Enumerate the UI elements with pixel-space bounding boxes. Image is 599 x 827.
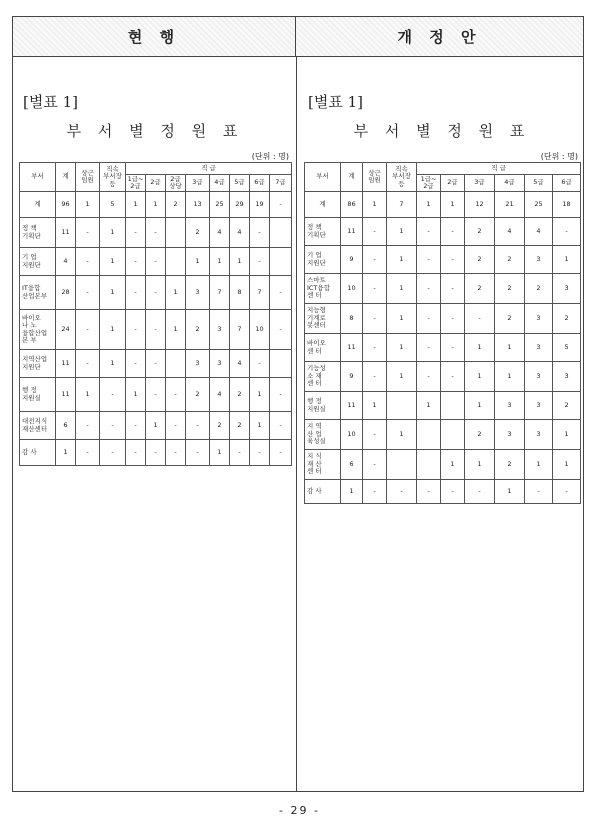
col-header-total: 계: [56, 163, 76, 192]
value-cell: 10: [341, 420, 363, 450]
value-cell: 1: [146, 412, 166, 440]
value-cell: 3: [525, 246, 553, 274]
value-cell: 3: [525, 304, 553, 334]
col-header-total: 계: [341, 163, 363, 192]
value-cell: 1: [553, 450, 581, 480]
col-header-grade: 6급: [553, 175, 581, 192]
value-cell: -: [441, 304, 465, 334]
value-cell: -: [250, 440, 270, 466]
value-cell: 1: [100, 350, 126, 378]
value-cell: -: [166, 412, 186, 440]
dept-name-cell: 대전지식 재산센터: [20, 412, 56, 440]
value-cell: 1: [387, 246, 417, 274]
staffing-table-proposed: [304, 162, 581, 504]
table-row: [20, 310, 292, 350]
value-cell: -: [270, 310, 292, 350]
dept-name-cell: 스마트 ICT융합 센 터: [305, 274, 341, 304]
dept-name-cell: 지역산업 지원단: [20, 350, 56, 378]
value-cell: 4: [230, 218, 250, 248]
value-cell: 2: [210, 412, 230, 440]
value-cell: -: [417, 334, 441, 362]
dept-name-cell: 지 역 산 업 육성실: [305, 420, 341, 450]
value-cell: 1: [387, 304, 417, 334]
value-cell: 11: [341, 218, 363, 246]
col-header-grade: 6급: [250, 175, 270, 192]
value-cell: 3: [525, 334, 553, 362]
value-cell: 1: [387, 420, 417, 450]
table-title: 부 서 별 정 원 표: [353, 122, 531, 140]
value-cell: 1: [146, 192, 166, 218]
value-cell: 8: [341, 304, 363, 334]
value-cell: 11: [341, 334, 363, 362]
table-row: [305, 450, 581, 480]
value-cell: -: [270, 440, 292, 466]
value-cell: 1: [465, 450, 495, 480]
value-cell: 1: [465, 334, 495, 362]
value-cell: 6: [341, 450, 363, 480]
value-cell: -: [363, 450, 387, 480]
value-cell: -: [100, 440, 126, 466]
table-row: [305, 334, 581, 362]
value-cell: 25: [525, 192, 553, 218]
col-header-grade: 1급~ 2급: [126, 175, 146, 192]
dept-name-cell: 바이오 나 노 융합산업 본 부: [20, 310, 56, 350]
value-cell: 9: [341, 362, 363, 392]
value-cell: [387, 392, 417, 420]
value-cell: 12: [465, 192, 495, 218]
value-cell: 10: [341, 274, 363, 304]
value-cell: 2: [465, 420, 495, 450]
table-row: [20, 350, 292, 378]
value-cell: 1: [230, 248, 250, 276]
value-cell: -: [441, 334, 465, 362]
value-cell: 3: [525, 420, 553, 450]
value-cell: 1: [417, 192, 441, 218]
col-header-dept: 부서: [305, 163, 341, 192]
value-cell: -: [270, 276, 292, 310]
value-cell: 96: [56, 192, 76, 218]
value-cell: 7: [387, 192, 417, 218]
value-cell: -: [230, 440, 250, 466]
table-row: [305, 480, 581, 504]
value-cell: -: [76, 276, 100, 310]
value-cell: 21: [495, 192, 525, 218]
value-cell: [270, 218, 292, 248]
value-cell: [441, 392, 465, 420]
table-row: [20, 440, 292, 466]
dept-name-cell: 정 책 기획단: [305, 218, 341, 246]
col-header-grade-group: 직 급: [126, 163, 292, 175]
value-cell: -: [417, 218, 441, 246]
value-cell: -: [76, 412, 100, 440]
value-cell: 3: [525, 392, 553, 420]
value-cell: -: [553, 218, 581, 246]
value-cell: 10: [250, 310, 270, 350]
value-cell: -: [186, 412, 210, 440]
value-cell: 1: [250, 378, 270, 412]
value-cell: 1: [465, 362, 495, 392]
value-cell: 1: [341, 480, 363, 504]
table-row: [20, 378, 292, 412]
value-cell: 1: [100, 310, 126, 350]
value-cell: 86: [341, 192, 363, 218]
col-header-grade: 4급: [210, 175, 230, 192]
value-cell: [417, 450, 441, 480]
value-cell: -: [417, 480, 441, 504]
col-header-grade-group: 직 급: [417, 163, 581, 175]
value-cell: -: [76, 310, 100, 350]
value-cell: -: [363, 362, 387, 392]
value-cell: [417, 420, 441, 450]
dept-name-cell: 행 정 지원실: [20, 378, 56, 412]
table-row: [305, 420, 581, 450]
value-cell: -: [525, 480, 553, 504]
table-title: 부 서 별 정 원 표: [66, 122, 244, 140]
table-row: [305, 274, 581, 304]
value-cell: 6: [56, 412, 76, 440]
value-cell: -: [76, 248, 100, 276]
value-cell: [166, 218, 186, 248]
value-cell: -: [417, 304, 441, 334]
dept-name-cell: IT융합 산업본부: [20, 276, 56, 310]
table-row: [305, 246, 581, 274]
value-cell: 1: [186, 248, 210, 276]
value-cell: [166, 248, 186, 276]
value-cell: 7: [250, 276, 270, 310]
table-row: [305, 192, 581, 218]
table-row: [305, 392, 581, 420]
value-cell: -: [270, 412, 292, 440]
dept-name-cell: 기 업 지원단: [305, 246, 341, 274]
value-cell: 2: [495, 274, 525, 304]
value-cell: -: [270, 192, 292, 218]
value-cell: -: [363, 420, 387, 450]
value-cell: 1: [210, 440, 230, 466]
column-divider: [296, 57, 297, 791]
value-cell: -: [250, 218, 270, 248]
value-cell: 2: [495, 450, 525, 480]
col-header-grade: 2급: [146, 175, 166, 192]
value-cell: [166, 350, 186, 378]
value-cell: -: [126, 350, 146, 378]
value-cell: -: [76, 440, 100, 466]
value-cell: 1: [525, 450, 553, 480]
unit-note: (단위 : 명): [540, 152, 578, 161]
value-cell: 1: [76, 192, 100, 218]
value-cell: 4: [230, 350, 250, 378]
value-cell: 25: [210, 192, 230, 218]
value-cell: -: [417, 246, 441, 274]
value-cell: 9: [341, 246, 363, 274]
dept-name-cell: 계: [20, 192, 56, 218]
unit-note: (단위 : 명): [251, 152, 289, 161]
value-cell: -: [186, 440, 210, 466]
col-header-grade: 5급: [525, 175, 553, 192]
value-cell: -: [250, 350, 270, 378]
value-cell: 1: [250, 412, 270, 440]
document-frame: [12, 16, 584, 792]
value-cell: 1: [387, 218, 417, 246]
value-cell: 2: [186, 218, 210, 248]
value-cell: [387, 450, 417, 480]
panel-current: [19, 57, 291, 466]
value-cell: -: [166, 440, 186, 466]
value-cell: -: [441, 246, 465, 274]
value-cell: 4: [525, 218, 553, 246]
value-cell: 4: [210, 378, 230, 412]
panel-proposed: [304, 57, 580, 504]
annex-label: [별표 1]: [308, 93, 363, 111]
value-cell: -: [363, 480, 387, 504]
value-cell: -: [441, 362, 465, 392]
table-row: [20, 248, 292, 276]
header-proposed: 개 정 안: [296, 17, 583, 57]
value-cell: -: [363, 246, 387, 274]
value-cell: 7: [210, 276, 230, 310]
value-cell: -: [76, 218, 100, 248]
value-cell: -: [146, 310, 166, 350]
table-row: [305, 362, 581, 392]
value-cell: 29: [230, 192, 250, 218]
col-header-executives: 상근 임원: [363, 163, 387, 192]
value-cell: 3: [210, 350, 230, 378]
value-cell: 3: [495, 420, 525, 450]
value-cell: 1: [100, 276, 126, 310]
value-cell: -: [100, 412, 126, 440]
value-cell: -: [363, 334, 387, 362]
value-cell: 1: [465, 392, 495, 420]
value-cell: -: [417, 274, 441, 304]
value-cell: 5: [553, 334, 581, 362]
table-row: [305, 304, 581, 334]
value-cell: 7: [230, 310, 250, 350]
value-cell: 1: [417, 392, 441, 420]
value-cell: 11: [56, 378, 76, 412]
value-cell: -: [76, 350, 100, 378]
value-cell: 2: [465, 246, 495, 274]
value-cell: -: [100, 378, 126, 412]
value-cell: 1: [553, 420, 581, 450]
value-cell: 3: [495, 392, 525, 420]
value-cell: 3: [210, 310, 230, 350]
col-header-grade: 5급: [230, 175, 250, 192]
value-cell: -: [270, 378, 292, 412]
col-header-direct-heads: 직속 부서장 등: [100, 163, 126, 192]
value-cell: 1: [495, 334, 525, 362]
value-cell: 1: [100, 218, 126, 248]
value-cell: 13: [186, 192, 210, 218]
value-cell: 2: [465, 274, 495, 304]
value-cell: 3: [186, 350, 210, 378]
value-cell: 1: [495, 480, 525, 504]
value-cell: 1: [441, 192, 465, 218]
dept-name-cell: 행 정 지원실: [305, 392, 341, 420]
dept-name-cell: 기능성 소 재 센 터: [305, 362, 341, 392]
value-cell: 1: [166, 310, 186, 350]
value-cell: 1: [126, 378, 146, 412]
value-cell: 5: [100, 192, 126, 218]
value-cell: 11: [56, 218, 76, 248]
value-cell: 1: [553, 246, 581, 274]
dept-name-cell: 기 업 지원단: [20, 248, 56, 276]
value-cell: -: [250, 248, 270, 276]
value-cell: 3: [553, 274, 581, 304]
staffing-table-current: [19, 162, 292, 466]
value-cell: -: [146, 378, 166, 412]
value-cell: 11: [341, 392, 363, 420]
value-cell: -: [146, 350, 166, 378]
value-cell: 3: [186, 276, 210, 310]
value-cell: -: [363, 274, 387, 304]
table-row: [20, 192, 292, 218]
col-header-grade: 1급~ 2급: [417, 175, 441, 192]
table-row: [20, 218, 292, 248]
value-cell: -: [126, 218, 146, 248]
value-cell: -: [387, 480, 417, 504]
value-cell: -: [126, 310, 146, 350]
value-cell: -: [126, 440, 146, 466]
value-cell: -: [441, 274, 465, 304]
value-cell: 1: [76, 378, 100, 412]
value-cell: 4: [56, 248, 76, 276]
col-header-grade: 2급 상당: [166, 175, 186, 192]
value-cell: 19: [250, 192, 270, 218]
col-header-executives: 상근 임원: [76, 163, 100, 192]
value-cell: 2: [495, 304, 525, 334]
value-cell: 2: [553, 304, 581, 334]
value-cell: 2: [553, 392, 581, 420]
page-number: - 29 -: [279, 804, 320, 817]
value-cell: 1: [387, 274, 417, 304]
value-cell: -: [146, 440, 166, 466]
dept-name-cell: 계: [305, 192, 341, 218]
value-cell: [270, 350, 292, 378]
dept-name-cell: 감 사: [305, 480, 341, 504]
value-cell: 18: [553, 192, 581, 218]
value-cell: -: [126, 248, 146, 276]
col-header-grade: 3급: [186, 175, 210, 192]
value-cell: -: [166, 378, 186, 412]
value-cell: -: [363, 304, 387, 334]
value-cell: 3: [553, 362, 581, 392]
col-header-direct-heads: 직속 부서장 등: [387, 163, 417, 192]
value-cell: -: [553, 480, 581, 504]
dept-name-cell: 지능형 기계로 봇센터: [305, 304, 341, 334]
value-cell: 8: [230, 276, 250, 310]
value-cell: 4: [210, 218, 230, 248]
value-cell: -: [465, 304, 495, 334]
value-cell: 1: [441, 450, 465, 480]
value-cell: 24: [56, 310, 76, 350]
value-cell: 4: [495, 218, 525, 246]
value-cell: [441, 420, 465, 450]
value-cell: -: [146, 276, 166, 310]
value-cell: 1: [166, 276, 186, 310]
value-cell: 1: [56, 440, 76, 466]
col-header-grade: 7급: [270, 175, 292, 192]
value-cell: 28: [56, 276, 76, 310]
value-cell: 1: [126, 192, 146, 218]
value-cell: 2: [186, 378, 210, 412]
value-cell: 2: [525, 274, 553, 304]
value-cell: 2: [230, 378, 250, 412]
col-header-dept: 부서: [20, 163, 56, 192]
value-cell: -: [363, 218, 387, 246]
col-header-grade: 4급: [495, 175, 525, 192]
value-cell: 1: [495, 362, 525, 392]
value-cell: 1: [100, 248, 126, 276]
value-cell: 2: [495, 246, 525, 274]
value-cell: 2: [186, 310, 210, 350]
value-cell: [270, 248, 292, 276]
value-cell: 11: [56, 350, 76, 378]
value-cell: 1: [387, 334, 417, 362]
value-cell: 2: [166, 192, 186, 218]
value-cell: -: [146, 218, 166, 248]
table-row: [305, 218, 581, 246]
value-cell: 1: [387, 362, 417, 392]
value-cell: 1: [210, 248, 230, 276]
value-cell: -: [465, 480, 495, 504]
value-cell: 1: [363, 192, 387, 218]
value-cell: -: [441, 218, 465, 246]
dept-name-cell: 지 식 재 산 센 터: [305, 450, 341, 480]
dept-name-cell: 정 책 기획단: [20, 218, 56, 248]
table-row: [20, 412, 292, 440]
dept-name-cell: 감 사: [20, 440, 56, 466]
table-row: [20, 276, 292, 310]
value-cell: -: [146, 248, 166, 276]
value-cell: -: [126, 412, 146, 440]
value-cell: 2: [465, 218, 495, 246]
value-cell: -: [417, 362, 441, 392]
value-cell: -: [126, 276, 146, 310]
value-cell: 2: [230, 412, 250, 440]
header-current: 현 행: [13, 17, 296, 57]
annex-label: [별표 1]: [23, 93, 78, 111]
value-cell: 3: [525, 362, 553, 392]
col-header-grade: 3급: [465, 175, 495, 192]
dept-name-cell: 바이오 센 터: [305, 334, 341, 362]
value-cell: -: [441, 480, 465, 504]
value-cell: 1: [363, 392, 387, 420]
col-header-grade: 2급: [441, 175, 465, 192]
